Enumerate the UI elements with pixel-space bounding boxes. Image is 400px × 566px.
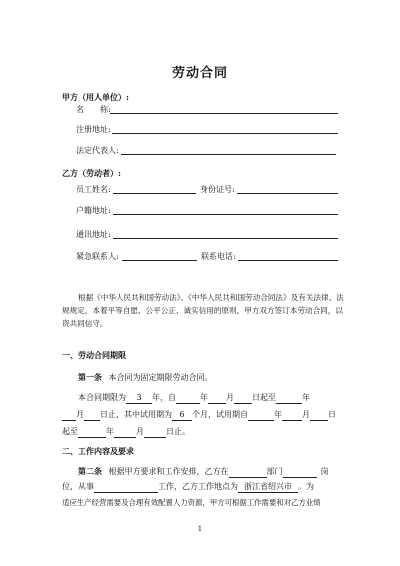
work-content-field[interactable] bbox=[94, 482, 158, 493]
article-2-line-3: 适应生产经营需要及合理有效配置人力资源，甲方可根据工作需要和对乙方业绩 bbox=[62, 498, 321, 507]
article-2-work-text: 工作，乙方工作地点为 bbox=[158, 482, 238, 491]
party-a-rep-label: 法定代表人: bbox=[76, 146, 119, 155]
term-year-word: 年，自 bbox=[152, 393, 176, 402]
party-b-emergency-phone-label: 联系电话: bbox=[201, 252, 236, 261]
article-2-line-2 bbox=[62, 482, 314, 493]
probation-end-month-field[interactable] bbox=[114, 427, 136, 438]
start-day-unit: 日起至 bbox=[252, 393, 276, 402]
section-1-heading: 一、劳动合同期限 bbox=[62, 350, 126, 360]
position-field[interactable] bbox=[283, 467, 317, 478]
probation-end-day-field[interactable] bbox=[144, 427, 166, 438]
article-2-line-1 bbox=[78, 466, 329, 478]
end-day-unit: 日止，其中试用期为 bbox=[100, 410, 172, 419]
probation-start-year-field[interactable] bbox=[248, 410, 274, 421]
department-field[interactable] bbox=[229, 467, 267, 478]
party-a-heading: 甲方（用人单位）: bbox=[62, 92, 129, 102]
party-b-id-field[interactable] bbox=[237, 193, 338, 194]
start-year-field[interactable] bbox=[176, 393, 200, 404]
end-year-field[interactable] bbox=[276, 393, 302, 404]
article-1 bbox=[78, 372, 213, 383]
party-b-contact-address-label: 通讯地址: bbox=[76, 230, 111, 239]
work-location-field[interactable]: 浙江省绍兴市 bbox=[238, 482, 298, 493]
probation-from-to: 起至 bbox=[62, 427, 78, 436]
page-number: 1 bbox=[197, 525, 203, 533]
party-b-name-field[interactable] bbox=[113, 193, 196, 194]
end-year-unit: 年 bbox=[302, 393, 310, 402]
position-unit: 岗 bbox=[320, 467, 329, 476]
party-b-emergency-label: 紧急联系人: bbox=[76, 252, 119, 261]
probation-suffix: 个月，试用期自 bbox=[192, 410, 248, 419]
article-1-label: 第一条 bbox=[78, 372, 102, 382]
probation-end-month-unit: 月 bbox=[136, 427, 144, 436]
end-month-field[interactable] bbox=[62, 410, 76, 421]
start-month-field[interactable] bbox=[208, 393, 226, 404]
party-b-id-label: 身份证号: bbox=[200, 185, 235, 194]
probation-start-day-field[interactable] bbox=[310, 410, 328, 421]
intro-paragraph: 根据《中华人民共和国劳动法》、《中华人民共和国劳动合同法》及有关法律、法规规定，本着平等自愿、公平公正、诚实信用的原则，甲方双方签订本劳动合同，以资共同信守。 bbox=[62, 293, 344, 328]
term-years-field[interactable]: 3 bbox=[126, 393, 152, 404]
section-2-heading: 二、工作内容及要求 bbox=[62, 446, 134, 456]
probation-months-field[interactable]: 6 bbox=[172, 410, 192, 421]
article-2-text-b: 位，从事 bbox=[62, 482, 94, 491]
article-2-label: 第二条 bbox=[78, 466, 102, 476]
start-day-field[interactable] bbox=[234, 393, 252, 404]
article-2-period: 。为 bbox=[298, 482, 314, 491]
start-month-unit: 月 bbox=[226, 393, 234, 402]
start-year-unit: 年 bbox=[200, 393, 208, 402]
probation-start-day-unit: 日 bbox=[328, 410, 336, 419]
end-day-field[interactable] bbox=[84, 410, 100, 421]
party-a-address-label: 注册地址: bbox=[76, 125, 111, 134]
department-unit: 部门 bbox=[266, 467, 283, 476]
party-a-rep-field[interactable] bbox=[121, 154, 336, 155]
probation-start-month-field[interactable] bbox=[282, 410, 302, 421]
term-line-1 bbox=[78, 393, 310, 404]
party-b-hukou-label: 户籍地址: bbox=[76, 206, 111, 215]
probation-end-year-field[interactable] bbox=[78, 427, 106, 438]
party-b-contact-address-field[interactable] bbox=[113, 238, 338, 239]
party-b-heading: 乙方（劳动者）: bbox=[62, 168, 121, 178]
term-line-2 bbox=[62, 410, 336, 421]
probation-end-year-unit: 年 bbox=[106, 427, 114, 436]
article-2-text-a: 根据甲方要求和工作安排，乙方在 bbox=[108, 467, 229, 476]
article-1-text: 本合同为固定期限劳动合同。 bbox=[108, 373, 213, 382]
probation-start-month-unit: 月 bbox=[302, 410, 310, 419]
party-b-name-label: 员工姓名: bbox=[76, 185, 111, 194]
party-a-name-label: 名 称: bbox=[76, 105, 111, 114]
party-b-emergency-phone-field[interactable] bbox=[238, 260, 338, 261]
party-a-name-field[interactable] bbox=[110, 113, 338, 114]
probation-start-year-unit: 年 bbox=[274, 410, 282, 419]
party-b-emergency-field[interactable] bbox=[122, 260, 197, 261]
party-a-address-field[interactable] bbox=[112, 133, 338, 134]
party-b-hukou-field[interactable] bbox=[113, 214, 338, 215]
term-line-3 bbox=[62, 427, 190, 438]
term-prefix: 本合同期限为 bbox=[78, 393, 126, 402]
end-month-unit: 月 bbox=[76, 410, 84, 419]
probation-end-day-unit: 日止。 bbox=[166, 427, 190, 436]
document-title: 劳动合同 bbox=[171, 66, 228, 81]
